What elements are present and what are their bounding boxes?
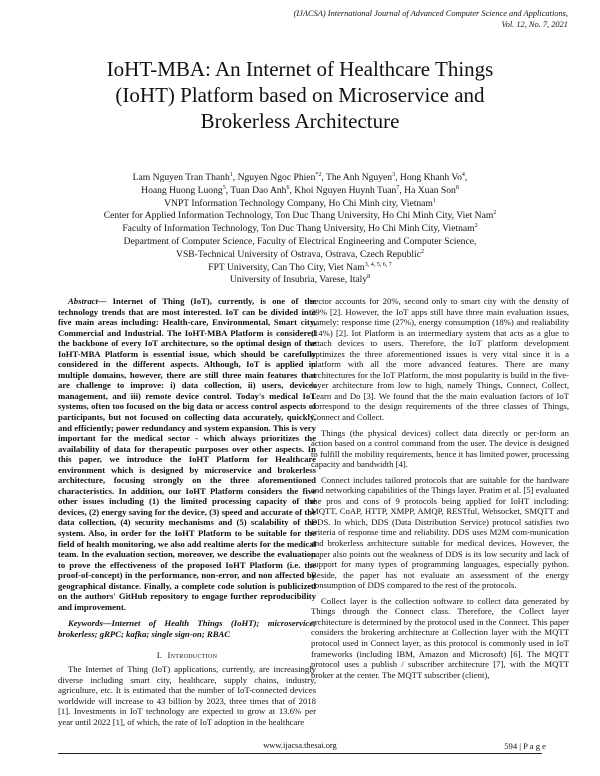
footer-url: www.ijacsa.thesai.org [263, 741, 337, 750]
abstract-text: Internet of Thing (IoT), currently, is one of the technology trends that are most interested. IoT can be divided into five main areas including: Health-care, Environmental, Smart city, Commercial and Industrial. The IoHT-MBA Platform is considered the backbone of every IoT architecture, so the optimal design of the IoHT-MBA Platform is essential issue, which should be carefully considered in the different aspects. Although, IoT is applied in multiple domains, however, there are still three main features that are challenge to improve: i) data collection, ii) users, devices management, and iii) remote device control. Today's medical IoT systems, often too focused on the big data or access control aspects of participants, but not focused on collecting data accurately, quickly, and efficiently; power redundancy and system expansion. This is very important for the medical sector - which always prioritizes the availability of data for therapeutic purposes over other aspects. In this paper, we introduce the IoHT Platform for Healthcare environment which is designed by microservice and brokerless architecture, focusing strongly on the three aforementioned characteristics. In addition, our IoHT Platform considers the five other issues including (1) the limited processing capacity of the devices, (2) energy saving for the device, (3) speed and accurate of the data collection, (4) security mechanisms and (5) scalability of the system. Also, in order for the IoHT Platform to be suitable for the field of health monitoring, we also add realtime alerts for the medical team. In the evaluation section, moreover, we describe the evaluation to prove the effectiveness of the proposed IoHT Platform (i.e. the proof-of-concept) in the performance, non-error, and non affected by geographical distance. Finally, a complete code solution is publicized on the authors' GitHub repository to engage further reproducibility and improvement. [58, 296, 316, 612]
author-name: Lam Nguyen Tran Thanh [132, 172, 230, 183]
body-paragraph: Things (the physical devices) collect data directly or per-form an action based on a control command from the user. The device is designed to fulfill the mobility requirements, hence it has limited power, processing capacity and bandwidth [4]. [311, 427, 569, 470]
affiliation: University of Insubria, Varese, Italy$^8$ [229, 274, 371, 286]
journal-name: (IJACSA) International Journal of Advanced Computer Science and Applications, [293, 9, 568, 18]
body-paragraph: Collect layer is the collection software to collect data generated by Things through the Connect class. Therefore, the Collect layer architecture is determined by the protocol used in the Connect. This paper considers the brokering architecture at Collection layer with the MQTT protocol used in Connect layer, as this protocol is commonly used in IoT frameworks (including IBM, Amazon and Microsoft) [6]. The MQTT protocol uses a publish / subscriber architecture [7], with the MQTT broker at the center. The MQTT subscriber (client), [311, 595, 569, 680]
title-line-2: (IoHT) Platform based on Microservice and [115, 83, 485, 107]
author-line-2: Hoang Huong Luong$^5$, Tuan Dao Anh$^6$, Khoi Nguyen Huynh Tuan$^7$, Ha Xuan Son$^8$ [141, 184, 459, 196]
author-mark: 6 [286, 184, 290, 191]
section-title: Introduction [167, 649, 218, 660]
affiliation: FPT University, Can Tho City, Viet Nam$^{3, 4, 5, 6, 7}$ [208, 261, 392, 273]
author-name: Nguyen Ngoc Phien [237, 172, 316, 183]
author-name: Hong Khanh Vo [399, 172, 462, 183]
author-mark: 5 [222, 184, 226, 191]
affiliation: VSB-Technical University of Ostrava, Ostrava, Czech Republic$^2$ [176, 248, 424, 260]
author-name: Hoang Huong Luong [141, 184, 223, 196]
section-heading [58, 650, 316, 661]
author-name: Tuan Dao Anh [230, 184, 287, 196]
right-column [311, 296, 569, 680]
intro-paragraph: The Internet of Thing (IoT) applications, currently, are increasingly diverse including smart city, healthcare, supply chains, industry, agriculture, etc. It is estimated that the number of IoT-connected devices worldwide will increase to 43 billion by 2023, three times that of 2018 [1]. Investments in IoT technology are expected to grow at 13.6% per year until 2022 [1], of which, the rate of IoT adoption in the healthcare [58, 664, 316, 727]
section-number: I. [156, 649, 163, 660]
left-column [58, 296, 316, 727]
affiliation: Department of Computer Science, Faculty of Electrical Engineering and Computer Science, [123, 235, 477, 247]
author-line-1: Lam Nguyen Tran Thanh$^1$, Nguyen Ngoc Phien$^{*2}$, The Anh Nguyen$^3$, Hong Khanh Vo$^4$, [132, 171, 468, 183]
affiliation: Center for Applied Information Technology, Ton Duc Thang University, Ho Chi Minh City, Viet Nam$^2$ [103, 210, 497, 222]
author-name: Khoi Nguyen Huynh Tuan [294, 184, 397, 196]
footer-rule [58, 753, 542, 754]
affiliation: VNPT Information Technology Company, Ho Chi Minh city, Vietnam$^1$ [164, 197, 436, 209]
abstract-lead: Abstract— [68, 296, 107, 306]
abstract [58, 296, 316, 612]
author-mark: 8 [455, 184, 459, 191]
author-name: The Anh Nguyen [326, 172, 393, 183]
title-line-3: Brokerless Architecture [200, 109, 400, 133]
journal-header [148, 8, 568, 30]
author-mark: 3 [392, 171, 396, 178]
author-block [40, 172, 560, 287]
author-mark: 1 [229, 171, 233, 178]
author-mark: 7 [396, 184, 400, 191]
author-name: Ha Xuan Son [404, 184, 456, 196]
affiliation: Faculty of Information Technology, Ton Duc Thang University, Ho Chi Minh City, Vietnam$^2$ [122, 223, 478, 235]
page-number: 594 | P a g e [504, 741, 546, 751]
journal-volume: Vol. 12, No. 7, 2021 [501, 20, 568, 29]
paper-title [40, 56, 560, 134]
keywords: Keywords—Internet of Health Things (IoHT); microservice; brokerless; gRPC; kafka; single sign-on; RBAC [58, 618, 316, 639]
body-paragraph: sector accounts for 20%, second only to smart city with the density of 29% [2]. However, the IoT apps still have three main evaluation issues, namely: response time (27%), energy consumption (18%) and realiability (14%) [2]. Iot Platform is an intermediary system that acts as a glue to attach devices to users. Therefore, the IoT platform development optimizes the three aforementioned issues is very vital since it is a platform with all the more advanced features. There are many architectures for the IoT Platform, the most popularity is build in the five-layer architecture from low to high, namely Things, Connect, Collect, Learn and Do [3]. We found that the the main evaluation factors of IoT correspond to the design requirements of the three classes of Things, Connect and Collect. [311, 296, 569, 423]
author-mark: 4 [461, 171, 465, 178]
title-line-1: IoHT-MBA: An Internet of Healthcare Things [106, 57, 494, 81]
body-paragraph: Connect includes tailored protocols that are suitable for the hardware and networking capabilities of the Things layer. Pratim et al. [5] evaluated the pros and cons of 9 protocols being applied for IoHT including: MQTT, CoAP, HTTP, XMPP, AMQP, RESTful, Websocket, SMQTT and DDS. In which, DDS (Data Distribution Service) protocol satisfies two criteria of response time and reliability. DDS uses M2M com-munication and brokerless architecture suitable for medical devices. However, the paper also points out the weakness of DDS is its low security and lack of support for many types of programming languages, especially python. Beside, the paper has not evaluate an assessment of the energy consumption of DDS compared to the rest of the protocols. [311, 474, 569, 591]
author-mark: *2 [315, 171, 322, 178]
